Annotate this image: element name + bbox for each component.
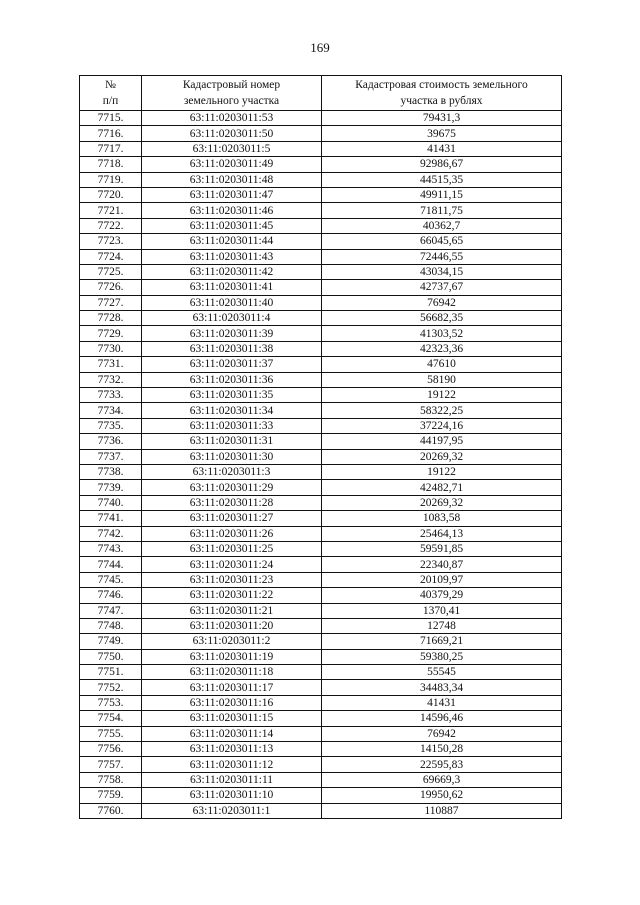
cadastral-number-cell: 63:11:0203011:23 [142, 572, 322, 587]
table-row [80, 326, 562, 341]
table-body [80, 111, 562, 819]
cadastral-number-cell: 63:11:0203011:45 [142, 218, 322, 233]
table-row [80, 157, 562, 172]
row-number-cell: 7759. [80, 788, 142, 803]
row-number-cell: 7727. [80, 295, 142, 310]
row-number-cell: 7746. [80, 588, 142, 603]
row-number-cell: 7758. [80, 772, 142, 787]
row-number-cell: 7743. [80, 541, 142, 556]
cadastral-value-cell: 44197,95 [322, 434, 562, 449]
row-number-cell: 7760. [80, 803, 142, 818]
cadastral-number-cell: 63:11:0203011:29 [142, 480, 322, 495]
table-row [80, 311, 562, 326]
row-number-cell: 7741. [80, 511, 142, 526]
row-number-cell: 7751. [80, 665, 142, 680]
cadastral-value-cell: 1370,41 [322, 603, 562, 618]
table-row [80, 111, 562, 126]
row-number-cell: 7720. [80, 187, 142, 202]
cadastral-number-cell: 63:11:0203011:4 [142, 311, 322, 326]
table-row [80, 264, 562, 279]
cadastral-value-cell: 25464,13 [322, 526, 562, 541]
cadastral-number-cell: 63:11:0203011:17 [142, 680, 322, 695]
cadastral-number-cell: 63:11:0203011:25 [142, 541, 322, 556]
table-row [80, 480, 562, 495]
cadastral-value-cell: 41431 [322, 141, 562, 156]
table-row [80, 680, 562, 695]
cadastral-value-cell: 56682,35 [322, 311, 562, 326]
row-number-cell: 7722. [80, 218, 142, 233]
row-number-cell: 7730. [80, 341, 142, 356]
row-number-cell: 7715. [80, 111, 142, 126]
cadastral-value-cell: 59591,85 [322, 541, 562, 556]
cadastral-number-cell: 63:11:0203011:40 [142, 295, 322, 310]
row-number-cell: 7733. [80, 388, 142, 403]
cadastral-value-cell: 79431,3 [322, 111, 562, 126]
row-number-cell: 7753. [80, 695, 142, 710]
table-row [80, 511, 562, 526]
row-number-cell: 7747. [80, 603, 142, 618]
cadastral-value-cell: 71811,75 [322, 203, 562, 218]
row-number-cell: 7726. [80, 280, 142, 295]
cadastral-value-cell: 43034,15 [322, 264, 562, 279]
cadastral-number-cell: 63:11:0203011:14 [142, 726, 322, 741]
cadastral-number-cell: 63:11:0203011:48 [142, 172, 322, 187]
cadastral-value-cell: 22595,83 [322, 757, 562, 772]
cadastral-number-cell: 63:11:0203011:49 [142, 157, 322, 172]
header-cadastral-value-line2: участка в рублях [400, 95, 483, 107]
cadastral-number-cell: 63:11:0203011:19 [142, 649, 322, 664]
header-cadastral-value-line1: Кадастровая стоимость земельного [355, 79, 528, 91]
table-row [80, 788, 562, 803]
cadastral-number-cell: 63:11:0203011:24 [142, 557, 322, 572]
table-row [80, 588, 562, 603]
cadastral-value-cell: 69669,3 [322, 772, 562, 787]
row-number-cell: 7752. [80, 680, 142, 695]
cadastral-value-cell: 58190 [322, 372, 562, 387]
row-number-cell: 7742. [80, 526, 142, 541]
row-number-cell: 7737. [80, 449, 142, 464]
table-row [80, 203, 562, 218]
row-number-cell: 7740. [80, 495, 142, 510]
table-row [80, 434, 562, 449]
row-number-cell: 7731. [80, 357, 142, 372]
table-row [80, 295, 562, 310]
cadastral-value-cell: 41431 [322, 695, 562, 710]
cadastral-value-cell: 41303,52 [322, 326, 562, 341]
cadastral-value-cell: 42737,67 [322, 280, 562, 295]
cadastral-number-cell: 63:11:0203011:2 [142, 634, 322, 649]
row-number-cell: 7745. [80, 572, 142, 587]
cadastral-number-cell: 63:11:0203011:37 [142, 357, 322, 372]
cadastral-value-cell: 20109,97 [322, 572, 562, 587]
header-cadastral-number-line2: земельного участка [183, 95, 280, 107]
table-row [80, 418, 562, 433]
row-number-cell: 7724. [80, 249, 142, 264]
table-row [80, 126, 562, 141]
row-number-cell: 7723. [80, 234, 142, 249]
cadastral-value-cell: 19122 [322, 388, 562, 403]
cadastral-value-cell: 37224,16 [322, 418, 562, 433]
table-row [80, 495, 562, 510]
cadastral-value-cell: 19122 [322, 464, 562, 479]
cadastral-value-cell: 42323,36 [322, 341, 562, 356]
cadastral-value-cell: 72446,55 [322, 249, 562, 264]
table-row [80, 634, 562, 649]
cadastral-value-cell: 14150,28 [322, 742, 562, 757]
table-row [80, 742, 562, 757]
row-number-cell: 7739. [80, 480, 142, 495]
cadastral-number-cell: 63:11:0203011:38 [142, 341, 322, 356]
cadastral-value-table [79, 75, 562, 819]
cadastral-value-cell: 40379,29 [322, 588, 562, 603]
row-number-cell: 7755. [80, 726, 142, 741]
table-row [80, 388, 562, 403]
row-number-cell: 7721. [80, 203, 142, 218]
header-row [80, 76, 562, 111]
table-row [80, 665, 562, 680]
cadastral-value-cell: 58322,25 [322, 403, 562, 418]
cadastral-value-cell: 42482,71 [322, 480, 562, 495]
cadastral-number-cell: 63:11:0203011:47 [142, 187, 322, 202]
table-row [80, 249, 562, 264]
cadastral-number-cell: 63:11:0203011:30 [142, 449, 322, 464]
header-row-number-line1: № [105, 79, 116, 91]
table-row [80, 357, 562, 372]
row-number-cell: 7757. [80, 757, 142, 772]
cadastral-number-cell: 63:11:0203011:1 [142, 803, 322, 818]
cadastral-number-cell: 63:11:0203011:41 [142, 280, 322, 295]
cadastral-value-cell: 39675 [322, 126, 562, 141]
cadastral-value-cell: 76942 [322, 295, 562, 310]
cadastral-value-cell: 55545 [322, 665, 562, 680]
row-number-cell: 7717. [80, 141, 142, 156]
cadastral-number-cell: 63:11:0203011:42 [142, 264, 322, 279]
row-number-cell: 7734. [80, 403, 142, 418]
header-cadastral-value [322, 76, 562, 111]
table-row [80, 711, 562, 726]
cadastral-number-cell: 63:11:0203011:34 [142, 403, 322, 418]
row-number-cell: 7748. [80, 618, 142, 633]
cadastral-value-cell: 1083,58 [322, 511, 562, 526]
table-row [80, 772, 562, 787]
cadastral-number-cell: 63:11:0203011:12 [142, 757, 322, 772]
table-row [80, 803, 562, 818]
table-row [80, 726, 562, 741]
cadastral-number-cell: 63:11:0203011:27 [142, 511, 322, 526]
table-row [80, 757, 562, 772]
cadastral-value-cell: 59380,25 [322, 649, 562, 664]
row-number-cell: 7756. [80, 742, 142, 757]
cadastral-number-cell: 63:11:0203011:35 [142, 388, 322, 403]
cadastral-value-cell: 47610 [322, 357, 562, 372]
table-row [80, 187, 562, 202]
cadastral-value-cell: 110887 [322, 803, 562, 818]
cadastral-value-cell: 34483,34 [322, 680, 562, 695]
table-row [80, 572, 562, 587]
table-row [80, 280, 562, 295]
row-number-cell: 7738. [80, 464, 142, 479]
cadastral-number-cell: 63:11:0203011:10 [142, 788, 322, 803]
cadastral-number-cell: 63:11:0203011:18 [142, 665, 322, 680]
cadastral-number-cell: 63:11:0203011:21 [142, 603, 322, 618]
cadastral-number-cell: 63:11:0203011:16 [142, 695, 322, 710]
row-number-cell: 7754. [80, 711, 142, 726]
cadastral-number-cell: 63:11:0203011:43 [142, 249, 322, 264]
cadastral-value-cell: 20269,32 [322, 495, 562, 510]
row-number-cell: 7732. [80, 372, 142, 387]
cadastral-number-cell: 63:11:0203011:15 [142, 711, 322, 726]
cadastral-number-cell: 63:11:0203011:11 [142, 772, 322, 787]
row-number-cell: 7750. [80, 649, 142, 664]
cadastral-number-cell: 63:11:0203011:53 [142, 111, 322, 126]
row-number-cell: 7719. [80, 172, 142, 187]
cadastral-value-cell: 44515,35 [322, 172, 562, 187]
cadastral-value-cell: 19950,62 [322, 788, 562, 803]
table-row [80, 403, 562, 418]
row-number-cell: 7728. [80, 311, 142, 326]
table-row [80, 557, 562, 572]
cadastral-number-cell: 63:11:0203011:28 [142, 495, 322, 510]
row-number-cell: 7718. [80, 157, 142, 172]
table-row [80, 649, 562, 664]
header-cadastral-number [142, 76, 322, 111]
table-row [80, 218, 562, 233]
cadastral-number-cell: 63:11:0203011:26 [142, 526, 322, 541]
table-row [80, 526, 562, 541]
table-row [80, 449, 562, 464]
table-row [80, 234, 562, 249]
cadastral-number-cell: 63:11:0203011:46 [142, 203, 322, 218]
cadastral-number-cell: 63:11:0203011:39 [142, 326, 322, 341]
cadastral-number-cell: 63:11:0203011:44 [142, 234, 322, 249]
cadastral-value-cell: 14596,46 [322, 711, 562, 726]
header-row-number [80, 76, 142, 111]
table-row [80, 172, 562, 187]
cadastral-number-cell: 63:11:0203011:33 [142, 418, 322, 433]
table-row [80, 372, 562, 387]
cadastral-number-cell: 63:11:0203011:20 [142, 618, 322, 633]
cadastral-value-cell: 66045,65 [322, 234, 562, 249]
row-number-cell: 7729. [80, 326, 142, 341]
cadastral-value-cell: 20269,32 [322, 449, 562, 464]
row-number-cell: 7725. [80, 264, 142, 279]
cadastral-value-cell: 12748 [322, 618, 562, 633]
cadastral-number-cell: 63:11:0203011:36 [142, 372, 322, 387]
cadastral-number-cell: 63:11:0203011:50 [142, 126, 322, 141]
cadastral-value-cell: 40362,7 [322, 218, 562, 233]
page-number: 169 [310, 40, 330, 55]
cadastral-number-cell: 63:11:0203011:13 [142, 742, 322, 757]
table-row [80, 695, 562, 710]
row-number-cell: 7736. [80, 434, 142, 449]
row-number-cell: 7735. [80, 418, 142, 433]
cadastral-number-cell: 63:11:0203011:3 [142, 464, 322, 479]
table-header [80, 76, 562, 111]
table-row [80, 618, 562, 633]
cadastral-value-cell: 49911,15 [322, 187, 562, 202]
cadastral-value-cell: 92986,67 [322, 157, 562, 172]
row-number-cell: 7716. [80, 126, 142, 141]
table-row [80, 341, 562, 356]
cadastral-number-cell: 63:11:0203011:31 [142, 434, 322, 449]
table-row [80, 464, 562, 479]
header-row-number-line2: п/п [102, 95, 119, 107]
table-row [80, 603, 562, 618]
cadastral-number-cell: 63:11:0203011:22 [142, 588, 322, 603]
table-row [80, 541, 562, 556]
cadastral-value-cell: 76942 [322, 726, 562, 741]
cadastral-value-cell: 71669,21 [322, 634, 562, 649]
table-row [80, 141, 562, 156]
row-number-cell: 7744. [80, 557, 142, 572]
cadastral-value-cell: 22340,87 [322, 557, 562, 572]
header-cadastral-number-line1: Кадастровый номер [182, 79, 281, 91]
cadastral-number-cell: 63:11:0203011:5 [142, 141, 322, 156]
row-number-cell: 7749. [80, 634, 142, 649]
